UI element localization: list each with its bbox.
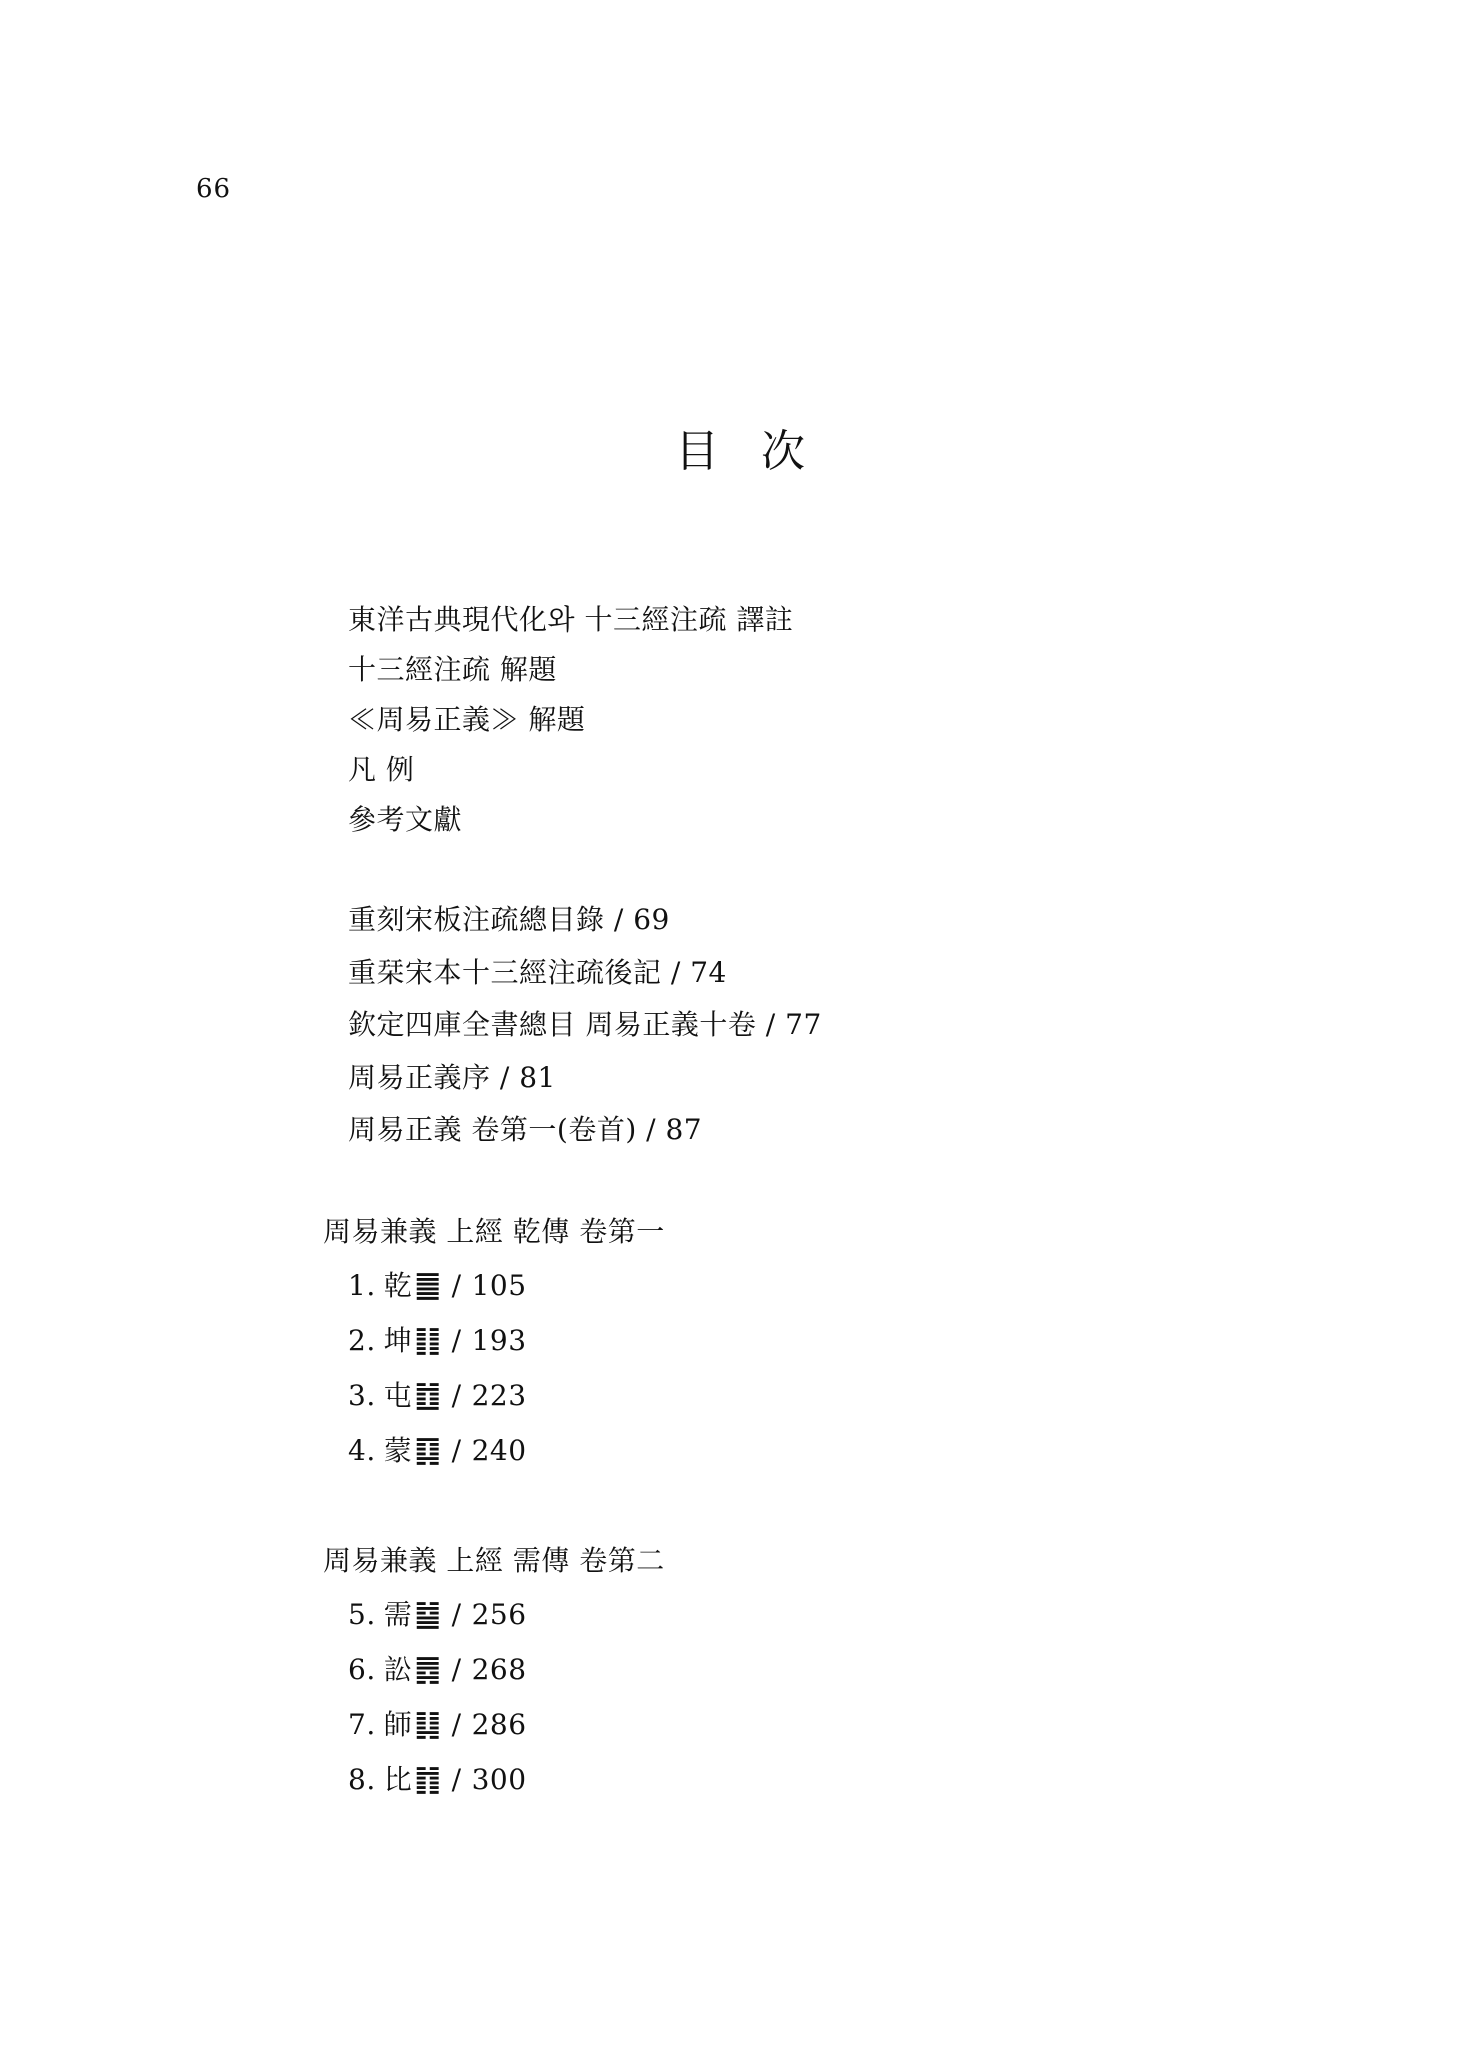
page-number: 66	[196, 174, 232, 204]
hexagram-icon: ䷅	[414, 1652, 442, 1687]
entry-separator: /	[451, 1763, 462, 1796]
hexagram-entry	[348, 1697, 527, 1752]
entry-separator: /	[451, 1598, 462, 1631]
entry-number: 4.	[348, 1434, 376, 1467]
entry-separator: /	[451, 1653, 462, 1686]
toc-entry: 十三經注疏 解題	[348, 653, 557, 686]
entry-name: 坤	[383, 1324, 413, 1357]
toc-entry: 重栞宋本十三經注疏後記 / 74	[348, 955, 727, 989]
entry-page: 223	[471, 1379, 527, 1412]
entry-page: 193	[471, 1324, 527, 1357]
entry-number: 2.	[348, 1324, 376, 1357]
entry-name: 訟	[383, 1653, 413, 1686]
toc-entry: 東洋古典現代化와 十三經注疏 譯註	[348, 603, 794, 636]
toc-entry: ≪周易正義≫ 解題	[348, 703, 586, 736]
entry-name: 需	[383, 1598, 413, 1631]
entry-separator: /	[451, 1324, 462, 1357]
hexagram-icon: ䷇	[414, 1762, 442, 1797]
hexagram-entry	[348, 1423, 527, 1478]
entry-page: 286	[471, 1708, 527, 1741]
hexagram-entry	[348, 1752, 527, 1807]
page-title: 目 次	[675, 426, 819, 477]
hexagram-icon: ䷀	[414, 1268, 442, 1303]
entry-page: 256	[471, 1598, 527, 1631]
hexagram-entry	[348, 1313, 527, 1368]
entry-name: 蒙	[383, 1434, 413, 1467]
entry-name: 師	[383, 1708, 413, 1741]
hexagram-entry	[348, 1587, 527, 1642]
entry-number: 7.	[348, 1708, 376, 1741]
entry-separator: /	[451, 1269, 462, 1302]
volume-1-entries	[348, 1258, 527, 1478]
front-matter-list	[348, 595, 793, 845]
hexagram-icon: ䷂	[414, 1378, 442, 1413]
entry-separator: /	[451, 1379, 462, 1412]
hexagram-entry	[348, 1642, 527, 1697]
intro-entries-list	[348, 894, 822, 1157]
hexagram-entry	[348, 1368, 527, 1423]
entry-name: 屯	[383, 1379, 413, 1412]
toc-entry: 重刻宋板注疏總目錄 / 69	[348, 903, 670, 936]
entry-number: 5.	[348, 1598, 376, 1631]
hexagram-icon: ䷆	[414, 1707, 442, 1742]
entry-number: 1.	[348, 1269, 376, 1302]
entry-name: 比	[383, 1763, 413, 1796]
toc-entry: 欽定四庫全書總目 周易正義十卷 / 77	[348, 1008, 822, 1041]
volume-title: 周易兼義 上經 乾傳 卷第一	[323, 1215, 665, 1248]
entry-separator: /	[451, 1434, 462, 1467]
toc-entry: 參考文獻	[348, 803, 463, 836]
hexagram-icon: ䷁	[414, 1323, 442, 1358]
entry-name: 乾	[383, 1269, 413, 1302]
entry-page: 105	[471, 1269, 527, 1302]
entry-number: 6.	[348, 1653, 376, 1686]
entry-number: 3.	[348, 1379, 376, 1412]
entry-page: 240	[471, 1434, 527, 1467]
entry-number: 8.	[348, 1763, 376, 1796]
volume-title: 周易兼義 上經 需傳 卷第二	[323, 1544, 665, 1577]
volume-2-entries	[348, 1587, 527, 1807]
hexagram-icon: ䷃	[414, 1433, 442, 1468]
hexagram-icon: ䷄	[414, 1597, 442, 1632]
toc-entry: 周易正義序 / 81	[348, 1060, 556, 1094]
toc-entry: 凡 例	[348, 753, 415, 786]
entry-separator: /	[451, 1708, 462, 1741]
entry-page: 300	[471, 1763, 527, 1796]
hexagram-entry	[348, 1258, 527, 1313]
entry-page: 268	[471, 1653, 527, 1686]
toc-entry: 周易正義 卷第一(卷首) / 87	[348, 1113, 703, 1146]
